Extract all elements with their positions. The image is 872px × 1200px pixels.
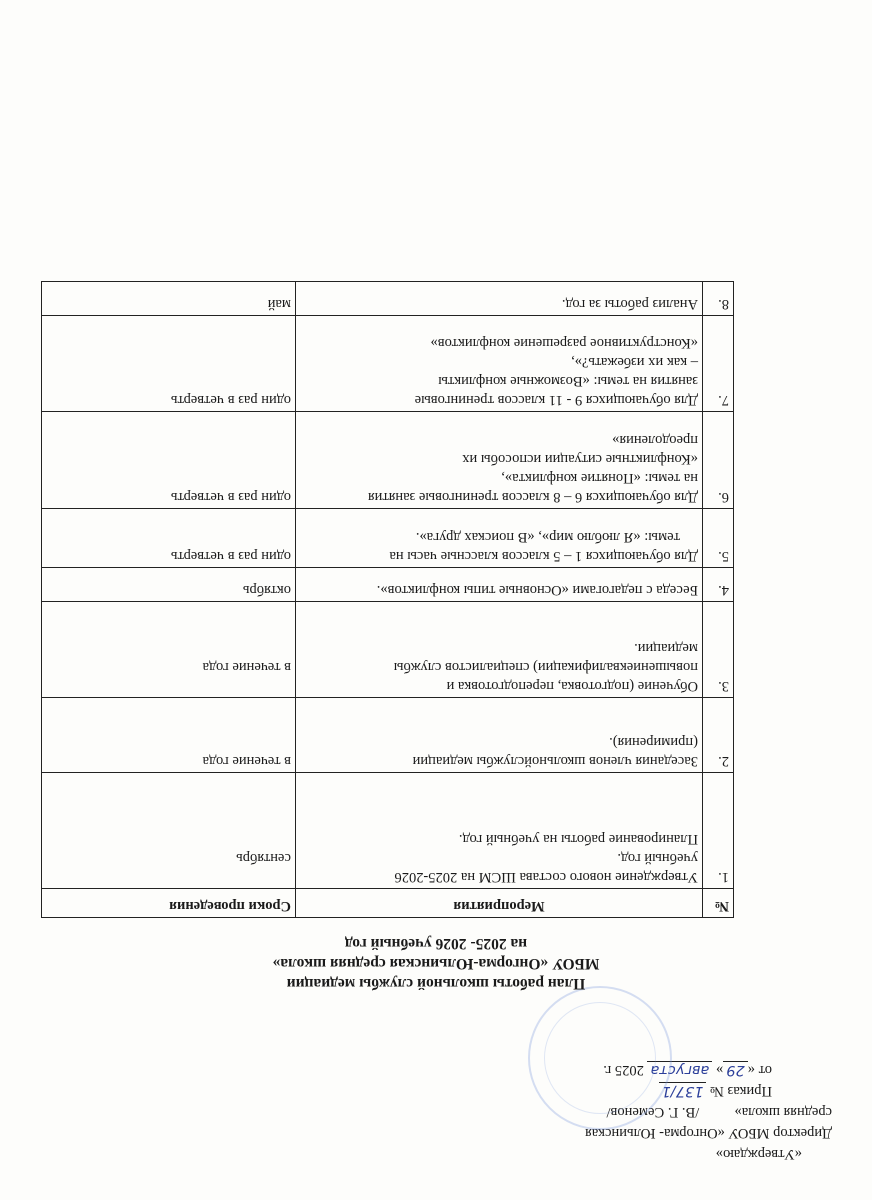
- table-row: [42, 412, 734, 509]
- table-row: [42, 509, 734, 568]
- row-event: [296, 602, 703, 698]
- header-num: №: [703, 889, 734, 918]
- event-line: Обучение (подготовка, переподготовка и: [446, 678, 698, 694]
- event-line: Заседания членов школьнойслужбы медиации: [412, 753, 698, 769]
- title-line-2: МБОУ «Онгорма-Юльинская средняя школа»: [272, 955, 600, 972]
- row-terms: май: [42, 282, 296, 316]
- table-row: [42, 698, 734, 773]
- plan-table: [41, 281, 734, 918]
- table-row: [42, 602, 734, 698]
- order-label: Приказ №: [710, 1083, 772, 1099]
- title-line-1: План работы школьной службы медиации: [286, 975, 586, 992]
- row-terms: [42, 773, 296, 889]
- row-terms: один раз в четверть: [42, 412, 296, 509]
- header-event: Мероприятия: [296, 889, 703, 918]
- row-terms: октябрь: [42, 568, 296, 602]
- row-num: 2.: [703, 698, 734, 773]
- row-num: 4.: [703, 568, 734, 602]
- table-row: [42, 316, 734, 412]
- event-line: преодоления»: [612, 432, 698, 448]
- terms-text: сентябрь: [236, 850, 291, 866]
- event-line: на темы: «Понятие конфликта»,: [501, 470, 698, 486]
- event-line: темы: «Я люблю мир», «В поисках друга».: [415, 529, 680, 545]
- row-event: [296, 698, 703, 773]
- event-line: учебный год.: [617, 850, 698, 866]
- document-title: [0, 933, 872, 993]
- event-line: Для обучающихся 6 – 8 классов тренинговые занятия: [367, 489, 698, 505]
- event-line: повышениеквалификации) специалистов службы: [393, 659, 698, 675]
- row-num: 7.: [703, 316, 734, 412]
- row-terms: один раз в четверть: [42, 316, 296, 412]
- seal-stamp: [528, 986, 672, 1130]
- event-line: Анализ работы за год.: [561, 296, 698, 312]
- row-num: 3.: [703, 602, 734, 698]
- event-line: «Конструктивное разрешение конфликтов»: [430, 335, 698, 351]
- row-num: 6.: [703, 412, 734, 509]
- event-line: Беседа с педагогами «Основные типы конфликтов».: [376, 582, 698, 598]
- row-num: 5.: [703, 509, 734, 568]
- title-line-3: на 2025- 2026 учебный год: [344, 935, 528, 952]
- event-line: Планирование работы на учебный год.: [458, 831, 698, 847]
- event-line: – как их избежать?»,: [571, 354, 698, 370]
- row-terms: один раз в четверть: [42, 509, 296, 568]
- order-number: 137/1: [659, 1082, 707, 1099]
- event-line: «Конфликтные ситуации испособы их: [462, 451, 698, 467]
- event-line: медиации.: [634, 640, 698, 656]
- event-line: (примирения).: [609, 734, 698, 750]
- row-event: [296, 316, 703, 412]
- table-header-row: [42, 889, 734, 918]
- date-year: 2025 г.: [603, 1062, 644, 1078]
- row-terms: [42, 602, 296, 698]
- row-num: 8.: [703, 282, 734, 316]
- date-mid: »: [716, 1062, 724, 1078]
- approval-heading: «Утверждаю»: [715, 1146, 802, 1162]
- event-line: Для обучающихся 1 – 5 классов классные часы на: [389, 548, 698, 564]
- row-event: [296, 282, 703, 316]
- approval-signature-name: /В. Г. Семенов/: [606, 1104, 700, 1120]
- row-event: [296, 568, 703, 602]
- row-terms: в течение года: [42, 698, 296, 773]
- event-line: занятия на темы: «Возможные конфликты: [438, 373, 698, 389]
- date-month: августа: [647, 1061, 712, 1078]
- row-event: [296, 509, 703, 568]
- row-event: [296, 773, 703, 889]
- table-row: [42, 282, 734, 316]
- event-line: Утверждение нового состава ШСМ на 2025-2026: [394, 869, 698, 885]
- approval-school: средняя школа»: [734, 1104, 832, 1120]
- row-num: 1.: [703, 773, 734, 889]
- date-day: 29: [723, 1061, 747, 1078]
- terms-text: в течение года: [202, 659, 291, 675]
- approval-director: Директор МБОУ «Онгорма- Юльинская: [585, 1125, 832, 1141]
- row-event: [296, 412, 703, 509]
- header-terms: Сроки проведения: [42, 889, 296, 918]
- table-row: [42, 568, 734, 602]
- event-line: Для обучающихся 9 - 11 классов тренинговые: [414, 392, 698, 408]
- date-prefix: от «: [747, 1062, 772, 1078]
- table-row: [42, 773, 734, 889]
